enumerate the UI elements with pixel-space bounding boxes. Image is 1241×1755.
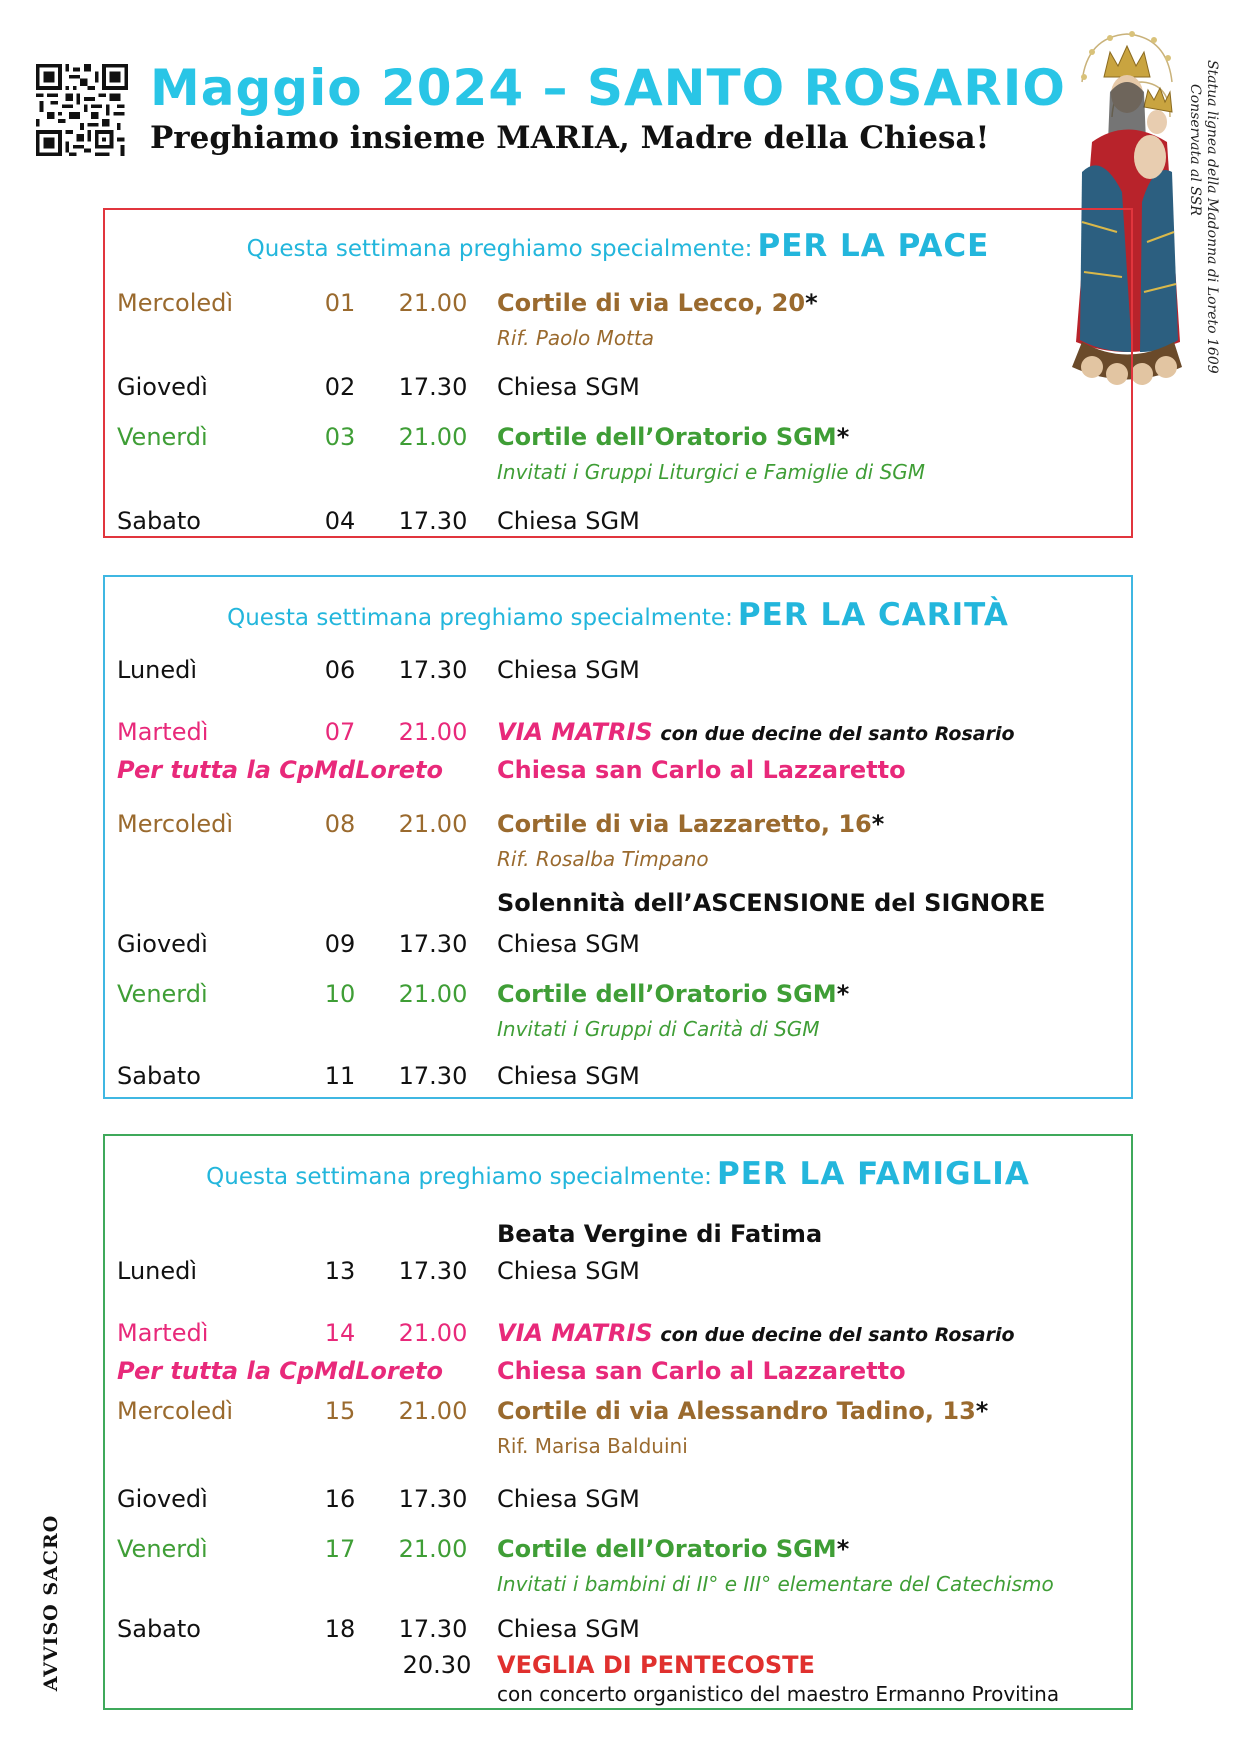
schedule-row [105, 1254, 1131, 1288]
day-number: 14 [324, 1319, 356, 1347]
day-name: Sabato [117, 1062, 201, 1090]
week-box-3 [103, 1134, 1133, 1710]
day-number: 03 [324, 423, 356, 451]
note: Rif. Rosalba Timpano [497, 847, 709, 871]
day-number: 08 [324, 810, 356, 838]
place: VIA MATRIS con due decine del santo Rosario [497, 718, 1015, 746]
schedule-row [105, 504, 1131, 538]
place: Chiesa SGM [497, 656, 640, 684]
statue-caption-line2: Conservata al SSR [1187, 84, 1203, 216]
subrow-place: Chiesa san Carlo al Lazzaretto [497, 1357, 906, 1385]
statue-caption-line1: Statua lignea della Madonna di Loreto 1609 [1204, 60, 1220, 374]
day-name: Martedì [117, 1319, 209, 1347]
week-heading-prefix: Questa settimana preghiamo specialmente: [227, 605, 733, 631]
time: 17.30 [398, 1615, 468, 1643]
week-heading-intent: PER LA FAMIGLIA [717, 1156, 1030, 1192]
statue-caption [1187, 60, 1220, 400]
day-number: 04 [324, 507, 356, 535]
day-name: Mercoledì [117, 289, 234, 317]
place: Chiesa SGM [497, 373, 640, 401]
avviso-sacro-text: AVVISO SACRO [40, 1514, 62, 1692]
avviso-sacro-label [40, 1488, 70, 1718]
schedule-row [105, 420, 1131, 454]
place: Chiesa SGM [497, 1062, 640, 1090]
qr-code [36, 64, 128, 156]
week-heading [105, 597, 1131, 633]
day-number: 02 [324, 373, 356, 401]
day-number: 18 [324, 1615, 356, 1643]
day-number: 10 [324, 980, 356, 1008]
day-number: 16 [324, 1485, 356, 1513]
time: 17.30 [398, 656, 468, 684]
time: 21.00 [398, 1319, 468, 1347]
schedule-row [105, 715, 1131, 749]
schedule-row [105, 653, 1131, 687]
feast-label: Beata Vergine di Fatima [497, 1220, 823, 1248]
day-name: Lunedì [117, 1257, 198, 1285]
page-title: Maggio 2024 – SANTO ROSARIO [150, 59, 1066, 117]
day-number: 01 [324, 289, 356, 317]
week-heading [105, 1156, 1131, 1192]
place: Chiesa SGM [497, 507, 640, 535]
schedule-subrow [105, 1354, 1131, 1388]
time: 21.00 [398, 980, 468, 1008]
place: Chiesa SGM [497, 1485, 640, 1513]
schedule-row [105, 286, 1131, 320]
time: 21.00 [398, 1397, 468, 1425]
day-name: Mercoledì [117, 1397, 234, 1425]
schedule-row [105, 1316, 1131, 1350]
day-number: 15 [324, 1397, 356, 1425]
day-name: Giovedì [117, 930, 208, 958]
day-name: Mercoledì [117, 810, 234, 838]
day-name: Sabato [117, 507, 201, 535]
concert-note: con concerto organistico del maestro Ermanno Provitina [497, 1682, 1060, 1706]
time: 21.00 [398, 289, 468, 317]
day-name: Sabato [117, 1615, 201, 1643]
day-name: Venerdì [117, 980, 208, 1008]
place: Chiesa SGM [497, 1615, 640, 1643]
day-name: Venerdì [117, 1535, 208, 1563]
day-number: 09 [324, 930, 356, 958]
schedule-row [105, 807, 1131, 841]
week-heading-prefix: Questa settimana preghiamo specialmente: [246, 236, 753, 262]
time: 21.00 [398, 718, 468, 746]
note: Rif. Marisa Balduini [497, 1434, 688, 1458]
time: 17.30 [398, 1485, 468, 1513]
week-box-1 [103, 208, 1133, 538]
schedule-subrow [105, 753, 1131, 787]
page-subtitle: Preghiamo insieme MARIA, Madre della Chiesa! [150, 120, 990, 156]
place: Cortile di via Lecco, 20* [497, 289, 818, 317]
week-heading [105, 228, 1131, 264]
place: Cortile di via Lazzaretto, 16* [497, 810, 885, 838]
place: Chiesa SGM [497, 1257, 640, 1285]
time: 21.00 [398, 810, 468, 838]
day-name: Lunedì [117, 656, 198, 684]
place: Cortile di via Alessandro Tadino, 13* [497, 1397, 989, 1425]
day-name: Giovedì [117, 373, 208, 401]
schedule-row [105, 370, 1131, 404]
schedule-row [105, 1532, 1131, 1566]
place: Cortile dell’Oratorio SGM* [497, 1535, 850, 1563]
feast-label: Solennità dell’ASCENSIONE del SIGNORE [497, 889, 1046, 917]
day-name: Martedì [117, 718, 209, 746]
place: Chiesa SGM [497, 930, 640, 958]
day-number: 11 [324, 1062, 356, 1090]
schedule-row [105, 1482, 1131, 1516]
day-number: 06 [324, 656, 356, 684]
place: Cortile dell’Oratorio SGM* [497, 423, 850, 451]
schedule-row [105, 1059, 1131, 1093]
note: Invitati i Gruppi di Carità di SGM [497, 1017, 820, 1041]
day-number: 17 [324, 1535, 356, 1563]
time: 20.30 [402, 1651, 472, 1679]
note: Invitati i bambini di II° e III° elementare del Catechismo [497, 1572, 1054, 1596]
time: 17.30 [398, 507, 468, 535]
time: 17.30 [398, 1062, 468, 1090]
week-heading-intent: PER LA CARITÀ [737, 597, 1009, 633]
time: 17.30 [398, 930, 468, 958]
schedule-row-evening [105, 1648, 1131, 1682]
day-name: Giovedì [117, 1485, 208, 1513]
subrow-label: Per tutta la CpMdLoreto [117, 1357, 443, 1385]
subrow-place: Chiesa san Carlo al Lazzaretto [497, 756, 906, 784]
subrow-label: Per tutta la CpMdLoreto [117, 756, 443, 784]
time: 21.00 [398, 423, 468, 451]
day-number: 07 [324, 718, 356, 746]
week-heading-intent: PER LA PACE [757, 228, 990, 264]
place: Cortile dell’Oratorio SGM* [497, 980, 850, 1008]
schedule-row [105, 1612, 1131, 1646]
time: 17.30 [398, 373, 468, 401]
day-name: Venerdì [117, 423, 208, 451]
note: Rif. Paolo Motta [497, 326, 654, 350]
place: VEGLIA DI PENTECOSTE [497, 1651, 815, 1679]
time: 17.30 [398, 1257, 468, 1285]
schedule-row [105, 1394, 1131, 1428]
schedule-row [105, 977, 1131, 1011]
week-box-2 [103, 575, 1133, 1099]
note: Invitati i Gruppi Liturgici e Famiglie di SGM [497, 460, 926, 484]
time: 21.00 [398, 1535, 468, 1563]
place: VIA MATRIS con due decine del santo Rosario [497, 1319, 1015, 1347]
week-heading-prefix: Questa settimana preghiamo specialmente: [206, 1164, 712, 1190]
schedule-row [105, 927, 1131, 961]
day-number: 13 [324, 1257, 356, 1285]
